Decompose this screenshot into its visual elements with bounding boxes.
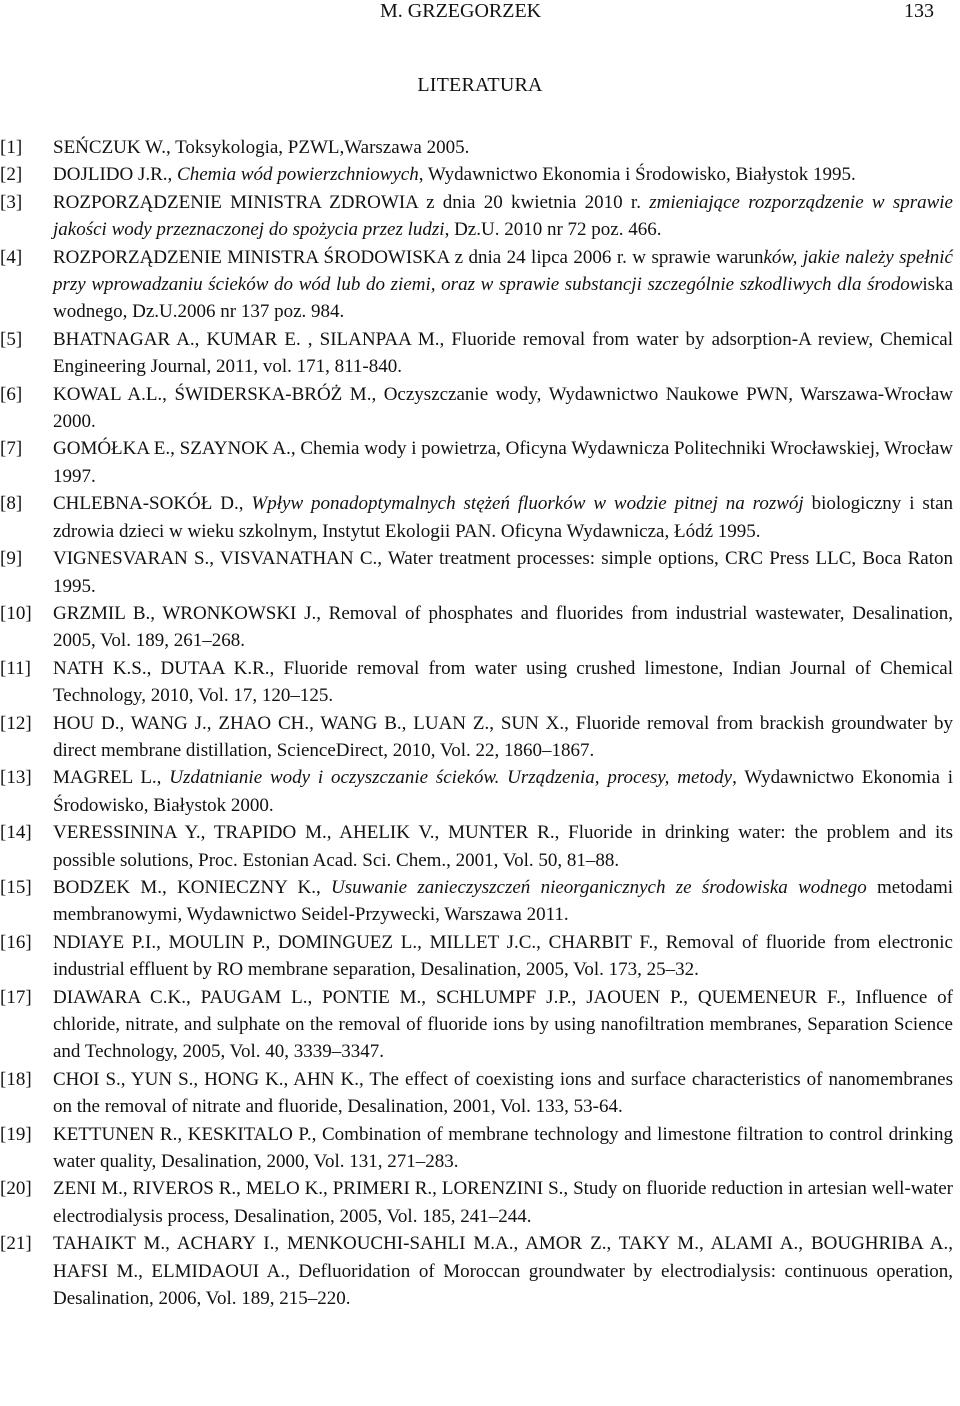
reference-entry <box>0 134 960 161</box>
reference-entry <box>0 819 960 874</box>
section-title: LITERATURA <box>417 74 543 96</box>
reference-number: [4] <box>0 246 23 268</box>
reference-text-tail: biologiczny i stan zdrowia dzieci w wieku szkolnym, Instytut Ekologii PAN. Oficyna Wydawnicza, Łódź 1995. <box>53 493 954 542</box>
reference-text-tail: metodami membranowymi, Wydawnictwo Seidel-Przywecki, Warszawa 2011. <box>53 876 953 926</box>
reference-text: CHLEBNA-SOKÓŁ D., <box>53 493 252 515</box>
reference-text: NATH K.S., DUTAA K.R., Fluoride removal from water using crushed limestone, Indian Journal of Chemical Technology, 2010, Vol. 17, 120–125. <box>53 657 953 707</box>
reference-text: VIGNESVARAN S., VISVANATHAN C., Water treatment processes: simple options, CRC Press LLC, Boca Raton 1995. <box>53 548 953 597</box>
reference-text-tail: , Wydawnictwo Ekonomia i Środowisko, Białystok 1995. <box>418 164 856 186</box>
reference-entry <box>0 764 960 819</box>
reference-title-italic: Usuwanie zanieczyszczeń nieorganicznych ze środowiska wodnego <box>331 876 867 898</box>
reference-number: [10] <box>0 602 32 624</box>
reference-text: SEŃCZUK W., Toksykologia, PZWL,Warszawa 2005. <box>53 137 470 158</box>
reference-title-italic: ków, jakie należy spełnić przy wprowadzaniu ścieków do wód lub do ziemi, oraz w sprawie substancji szczególnie szkodliwych dla środow <box>53 246 953 296</box>
reference-entry <box>0 1121 960 1176</box>
reference-entry <box>0 435 960 490</box>
reference-entry <box>0 655 960 710</box>
reference-entry <box>0 710 960 765</box>
reference-number: [14] <box>0 822 32 844</box>
reference-text: NDIAYE P.I., MOULIN P., DOMINGUEZ L., MILLET J.C., CHARBIT F., Removal of fluoride from electronic industrial effluent by RO membrane separation, Desalination, 2005, Vol. 173, 25–32. <box>53 931 953 981</box>
reference-text: KETTUNEN R., KESKITALO P., Combination of membrane technology and limestone filtration to control drinking water quality, Desalination, 2000, Vol. 131, 271–283. <box>53 1123 953 1173</box>
reference-text-tail: , Dz.U. 2010 nr 72 poz. 466. <box>444 219 662 241</box>
reference-number: [19] <box>0 1123 32 1145</box>
reference-number: [6] <box>0 383 23 405</box>
reference-number: [9] <box>0 548 23 570</box>
reference-number: [7] <box>0 438 23 460</box>
page-header <box>0 0 960 26</box>
reference-text: HOU D., WANG J., ZHAO CH., WANG B., LUAN Z., SUN X., Fluoride removal from brackish groundwater by direct membrane distillation, ScienceDirect, 2010, Vol. 22, 1860–1867. <box>53 712 953 761</box>
running-head-author: M. GRZEGORZEK <box>380 0 542 22</box>
reference-entry <box>0 600 960 655</box>
reference-number: [21] <box>0 1233 32 1255</box>
reference-text: MAGREL L., <box>53 767 170 789</box>
reference-number: [5] <box>0 328 23 350</box>
reference-text: GOMÓŁKA E., SZAYNOK A., Chemia wody i powietrza, Oficyna Wydawnicza Politechniki Wrocławskiej, Wrocław 1997. <box>53 438 954 487</box>
page-number: 133 <box>904 0 934 22</box>
reference-text-tail: , Wydawnictwo Ekonomia i Środowisko, Białystok 2000. <box>53 767 953 816</box>
reference-number: [13] <box>0 767 32 789</box>
reference-title-italic: Chemia wód powierzchniowych <box>177 164 419 186</box>
reference-text: DIAWARA C.K., PAUGAM L., PONTIE M., SCHLUMPF J.P., JAOUEN P., QUEMENEUR F., Influence of chloride, nitrate, and sulphate on the removal of fluoride ions by using nanofiltration membranes, Separation Science and Technology, 2005, Vol. 40, 3339–3347. <box>53 986 953 1063</box>
reference-text: BODZEK M., KONIECZNY K., <box>53 876 332 898</box>
reference-text: CHOI S., YUN S., HONG K., AHN K., The effect of coexisting ions and surface characteristics of nanomembranes on the removal of nitrate and fluoride, Desalination, 2001, Vol. 133, 53-64. <box>53 1068 953 1118</box>
reference-number: [18] <box>0 1068 32 1090</box>
reference-entry <box>0 929 960 984</box>
reference-number: [15] <box>0 876 32 898</box>
reference-number: [17] <box>0 986 32 1008</box>
reference-number: [16] <box>0 931 32 953</box>
reference-text: VERESSININA Y., TRAPIDO M., AHELIK V., MUNTER R., Fluoride in drinking water: the problem and its possible solutions, Proc. Estonian Acad. Sci. Chem., 2001, Vol. 50, 81–88. <box>53 822 953 871</box>
reference-number: [8] <box>0 493 23 515</box>
reference-number: [20] <box>0 1178 32 1200</box>
reference-entry <box>0 874 960 929</box>
reference-number: [2] <box>0 164 23 186</box>
reference-entry <box>0 189 960 244</box>
reference-list <box>0 134 960 1312</box>
reference-entry <box>0 984 960 1066</box>
reference-text-tail: iska wodnego, Dz.U.2006 nr 137 poz. 984. <box>53 274 953 323</box>
reference-entry <box>0 490 960 545</box>
reference-text: TAHAIKT M., ACHARY I., MENKOUCHI-SAHLI M.A., AMOR Z., TAKY M., ALAMI A., BOUGHRIBA A., HAFSI M., ELMIDAOUI A., Defluoridation of Moroccan groundwater by electrodialysis: continuous operation, Desalination, 2006, Vol. 189, 215–220. <box>53 1233 953 1310</box>
reference-entry <box>0 326 960 381</box>
reference-text: ROZPORZĄDZENIE MINISTRA ŚRODOWISKA z dnia 24 lipca 2006 r. w sprawie warun <box>53 246 764 268</box>
reference-entry <box>0 244 960 326</box>
reference-text: BHATNAGAR A., KUMAR E. , SILANPAA M., Fluoride removal from water by adsorption-A review, Chemical Engineering Journal, 2011, vol. 171, 811-840. <box>53 328 953 378</box>
reference-entry <box>0 1230 960 1312</box>
reference-number: [1] <box>0 137 23 158</box>
reference-entry <box>0 381 960 436</box>
reference-text: ROZPORZĄDZENIE MINISTRA ZDROWIA z dnia 20 kwietnia 2010 r. <box>53 191 650 213</box>
reference-text: DOJLIDO J.R., <box>53 164 178 186</box>
reference-entry <box>0 161 960 188</box>
reference-entry <box>0 1066 960 1121</box>
reference-entry <box>0 1175 960 1230</box>
reference-title-italic: Uzdatnianie wody i oczyszczanie ścieków. Urządzenia, procesy, metody <box>169 767 733 789</box>
reference-number: [11] <box>0 657 31 679</box>
reference-number: [12] <box>0 712 32 734</box>
reference-entry <box>0 545 960 600</box>
reference-text: GRZMIL B., WRONKOWSKI J., Removal of phosphates and fluorides from industrial wastewater, Desalination, 2005, Vol. 189, 261–268. <box>53 602 953 652</box>
reference-title-italic: Wpływ ponadoptymalnych stężeń fluorków w wodzie pitnej na rozwój <box>251 493 804 515</box>
reference-text: KOWAL A.L., ŚWIDERSKA-BRÓŻ M., Oczyszczanie wody, Wydawnictwo Naukowe PWN, Warszawa-Wrocław 2000. <box>53 383 953 433</box>
reference-number: [3] <box>0 191 23 213</box>
reference-title-italic: zmieniające rozporządzenie w sprawie jakości wody przeznaczonej do spożycia przez ludzi <box>53 191 953 241</box>
reference-text: ZENI M., RIVEROS R., MELO K., PRIMERI R., LORENZINI S., Study on fluoride reduction in artesian well-water electrodialysis process, Desalination, 2005, Vol. 185, 241–244. <box>53 1178 953 1227</box>
